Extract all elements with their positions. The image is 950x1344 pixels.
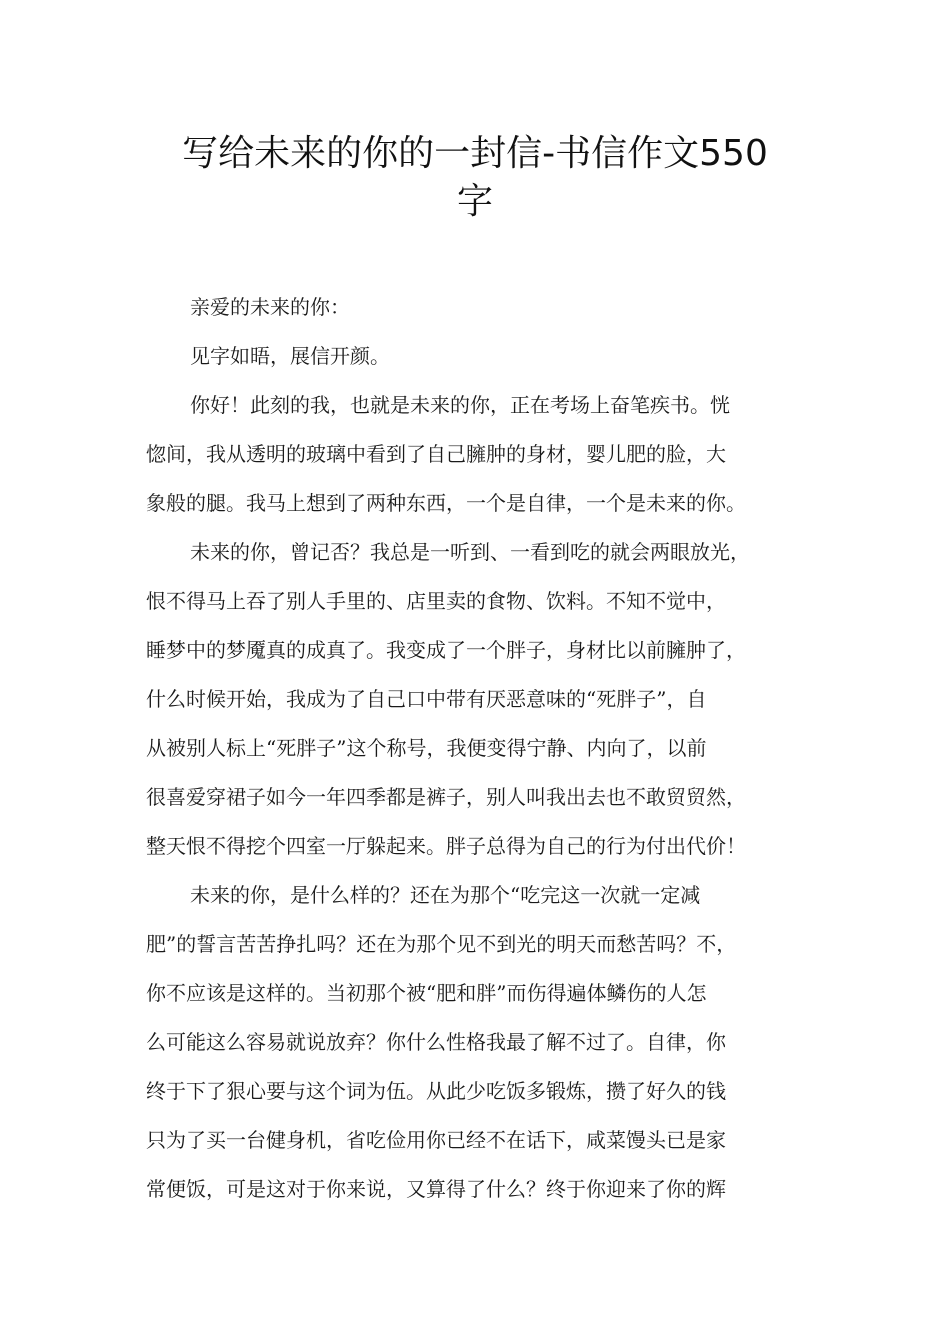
text-line: 只为了买一台健身机，省吃俭用你已经不在话下，咸菜馒头已是家 xyxy=(146,1128,726,1152)
text-line: 么可能这么容易就说放弃？你什么性格我最了解不过了。自律，你 xyxy=(146,1030,726,1054)
text-line: 你不应该是这样的。当初那个被“肥和胖”而伤得遍体鳞伤的人怎 xyxy=(146,981,707,1005)
document-title xyxy=(100,130,850,226)
text-line: 恨不得马上吞了别人手里的、店里卖的食物、饮料。不知不觉中， xyxy=(146,589,726,613)
text-line: 什么时候开始，我成为了自己口中带有厌恶意味的“死胖子”，自 xyxy=(146,687,707,711)
text-line: 见字如晤，展信开颜。 xyxy=(190,344,390,368)
letter-body xyxy=(146,283,826,1214)
text-line: 惚间，我从透明的玻璃中看到了自己臃肿的身材，婴儿肥的脸，大 xyxy=(146,442,726,466)
text-line: 象般的腿。我马上想到了两种东西，一个是自律，一个是未来的你。 xyxy=(146,491,746,515)
text-line: 肥”的誓言苦苦挣扎吗？还在为那个见不到光的明天而愁苦吗？不， xyxy=(146,932,737,956)
text-line: 亲爱的未来的你： xyxy=(190,295,350,319)
text-line: 终于下了狠心要与这个词为伍。从此少吃饭多锻炼，攒了好久的钱 xyxy=(146,1079,726,1103)
text-line: 未来的你，是什么样的？还在为那个“吃完这一次就一定减 xyxy=(190,883,701,907)
text-line: 很喜爱穿裙子如今一年四季都是裤子，别人叫我出去也不敢贸贸然， xyxy=(146,785,746,809)
title-line-1: 写给未来的你的一封信-书信作文550 xyxy=(182,133,768,174)
text-line: 常便饭，可是这对于你来说，又算得了什么？终于你迎来了你的辉 xyxy=(146,1177,726,1201)
text-line: 整天恨不得挖个四室一厅躲起来。胖子总得为自己的行为付出代价！ xyxy=(146,834,746,858)
title-line-2: 字 xyxy=(456,181,493,222)
text-line: 睡梦中的梦魇真的成真了。我变成了一个胖子，身材比以前臃肿了， xyxy=(146,638,746,662)
text-line: 你好！此刻的我，也就是未来的你，正在考场上奋笔疾书。恍 xyxy=(190,393,730,417)
text-line: 未来的你，曾记否？我总是一听到、一看到吃的就会两眼放光， xyxy=(190,540,750,564)
text-line: 从被别人标上“死胖子”这个称号，我便变得宁静、内向了，以前 xyxy=(146,736,707,760)
